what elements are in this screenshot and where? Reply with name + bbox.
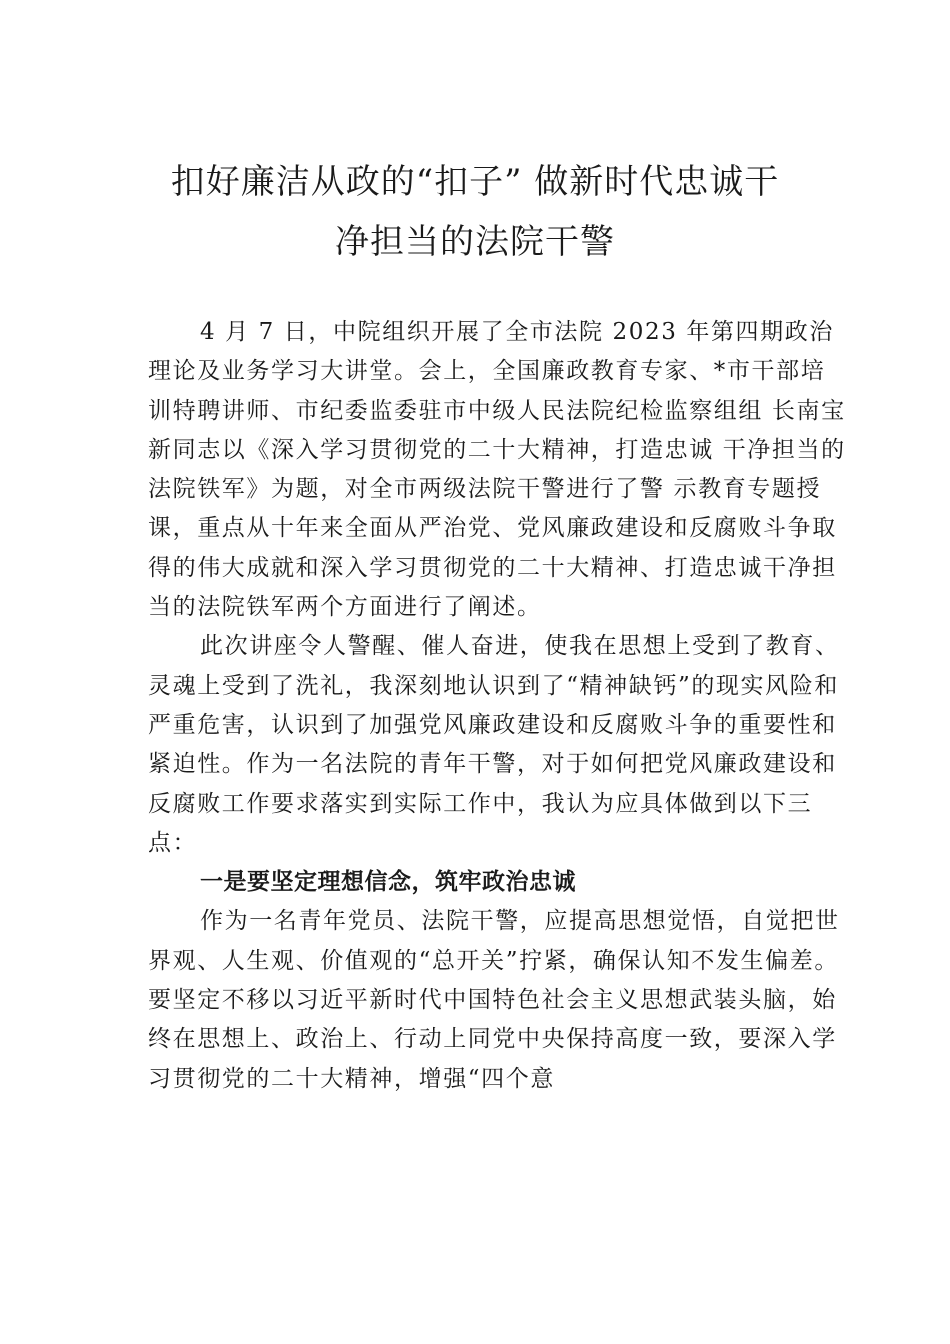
document-title-line-2: 净担当的法院干警: [335, 222, 615, 262]
section-heading-1: 一是要坚定理想信念，筑牢政治忠诚: [200, 869, 576, 896]
paragraph-reflection: 此次讲座令人警醒、催人奋进，使我在思想上受到了教育、灵魂上受到了洗礼，我深刻地认识到了“精神缺钙”的现实风险和严重危害，认识到了加强党风廉政建设和反腐败斗争的重要性和紧迫性。作为一名法院的青年干警，对于如何把党风廉政建设和反腐败工作要求落实到实际工作中，我认为应具体做到以下三点：: [148, 633, 840, 856]
document-body: [148, 313, 848, 1099]
paragraph-ideals: 作为一名青年党员、法院干警，应提高思想觉悟，自觉把世界观、人生观、价值观的“总开关”拧紧，确保认知不发生偏差。要坚定不移以习近平新时代中国特色社会主义思想武装头脑，始终在思想上、政治上、行动上同党中央保持高度一致，要深入学习贯彻党的二十大精神，增强“四个意: [148, 908, 840, 1092]
document-title-line-1: 扣好廉洁从政的“扣子” 做新时代忠诚干: [170, 162, 780, 202]
paragraph-lecture-summary: 4 月 7 日，中院组织开展了全市法院 2023 年第四期政治理论及业务学习大讲堂。会上，全国廉政教育专家、*市干部培训特聘讲师、市纪委监委驻市中级人民法院纪检监察组组 长南宝新同志以《深入学习贯彻党的二十大精神，打造忠诚 干净担当的法院铁军》为题，对全市两级法院干警进行了警 示教育专题授课，重点从十年来全面从严治党、党风廉政建设和反腐败斗争取得的伟大成就和深入学习贯彻党的二十大精神、打造忠诚干净担当的法院铁军两个方面进行了阐述。: [148, 319, 846, 621]
